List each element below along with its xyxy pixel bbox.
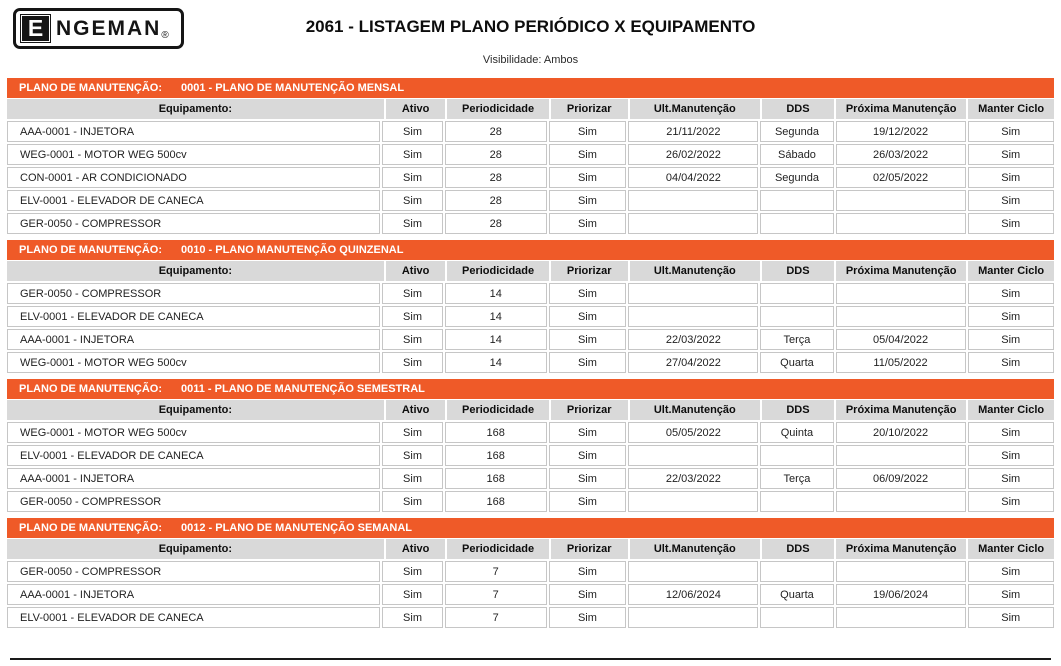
cell-ativo: Sim [382,491,443,512]
cell-ult-manutencao: 04/04/2022 [628,167,758,188]
cell-equipamento: AAA-0001 - INJETORA [7,468,380,489]
cell-dds [760,607,833,628]
cell-periodicidade: 14 [445,306,547,327]
column-header-manter-ciclo: Manter Ciclo [968,261,1054,281]
cell-ativo: Sim [382,329,443,350]
plan-section-label: PLANO DE MANUTENÇÃO: [19,82,162,94]
table-body [7,121,1054,234]
plan-name: 0011 - PLANO DE MANUTENÇÃO SEMESTRAL [181,383,425,395]
table-row [7,584,1054,605]
column-header-proxima-manutencao: Próxima Manutenção [836,539,966,559]
cell-manter-ciclo: Sim [968,468,1054,489]
plan-section-label: PLANO DE MANUTENÇÃO: [19,244,162,256]
cell-priorizar: Sim [549,468,627,489]
cell-ativo: Sim [382,468,443,489]
column-header-dds: DDS [762,400,834,420]
table-row [7,190,1054,211]
cell-periodicidade: 28 [445,121,547,142]
cell-proxima-manutencao: 02/05/2022 [836,167,966,188]
cell-priorizar: Sim [549,422,627,443]
cell-ult-manutencao [628,607,758,628]
cell-priorizar: Sim [549,584,627,605]
cell-equipamento: AAA-0001 - INJETORA [7,121,380,142]
plan-section-header [7,379,1054,399]
table-row [7,352,1054,373]
cell-priorizar: Sim [549,445,627,466]
plan-name: 0010 - PLANO MANUTENÇÃO QUINZENAL [181,244,404,256]
table-row [7,468,1054,489]
cell-periodicidade: 14 [445,352,547,373]
cell-proxima-manutencao: 19/12/2022 [836,121,966,142]
cell-periodicidade: 28 [445,167,547,188]
cell-periodicidade: 28 [445,213,547,234]
cell-manter-ciclo: Sim [968,584,1054,605]
column-header-dds: DDS [762,99,834,119]
column-header-dds: DDS [762,539,834,559]
cell-proxima-manutencao [836,607,966,628]
cell-ult-manutencao: 21/11/2022 [628,121,758,142]
cell-equipamento: ELV-0001 - ELEVADOR DE CANECA [7,445,380,466]
table-row [7,329,1054,350]
cell-priorizar: Sim [549,306,627,327]
visibility-text: Visibilidade: Ambos [482,54,579,66]
column-header-priorizar: Priorizar [551,539,628,559]
cell-manter-ciclo: Sim [968,190,1054,211]
cell-ult-manutencao: 27/04/2022 [628,352,758,373]
cell-dds: Segunda [760,167,833,188]
cell-periodicidade: 168 [445,445,547,466]
cell-proxima-manutencao: 20/10/2022 [836,422,966,443]
cell-manter-ciclo: Sim [968,561,1054,582]
cell-ativo: Sim [382,190,443,211]
column-header-manter-ciclo: Manter Ciclo [968,99,1054,119]
cell-equipamento: ELV-0001 - ELEVADOR DE CANECA [7,607,380,628]
cell-manter-ciclo: Sim [968,306,1054,327]
cell-priorizar: Sim [549,283,627,304]
column-header-ult-manutencao: Ult.Manutenção [630,539,760,559]
cell-priorizar: Sim [549,561,627,582]
cell-equipamento: GER-0050 - COMPRESSOR [7,283,380,304]
cell-manter-ciclo: Sim [968,352,1054,373]
cell-dds: Quarta [760,352,833,373]
column-header-equipamento: Equipamento: [7,539,384,559]
cell-manter-ciclo: Sim [968,607,1054,628]
column-header-equipamento: Equipamento: [7,400,384,420]
cell-ult-manutencao: 22/03/2022 [628,329,758,350]
column-header-ult-manutencao: Ult.Manutenção [630,261,760,281]
cell-manter-ciclo: Sim [968,491,1054,512]
cell-periodicidade: 28 [445,144,547,165]
column-header-equipamento: Equipamento: [7,99,384,119]
plan-name: 0012 - PLANO DE MANUTENÇÃO SEMANAL [181,522,413,534]
cell-proxima-manutencao: 06/09/2022 [836,468,966,489]
cell-periodicidade: 168 [445,422,547,443]
column-header-priorizar: Priorizar [551,99,628,119]
cell-manter-ciclo: Sim [968,121,1054,142]
cell-ult-manutencao [628,213,758,234]
table-row [7,167,1054,188]
engeman-logo [13,8,184,49]
table-row [7,306,1054,327]
cell-ult-manutencao [628,190,758,211]
cell-proxima-manutencao: 05/04/2022 [836,329,966,350]
column-header-periodicidade: Periodicidade [447,400,548,420]
cell-manter-ciclo: Sim [968,144,1054,165]
plan-section-header [7,240,1054,260]
cell-dds [760,561,833,582]
cell-dds: Segunda [760,121,833,142]
cell-equipamento: AAA-0001 - INJETORA [7,584,380,605]
cell-ativo: Sim [382,121,443,142]
column-header-ativo: Ativo [386,261,446,281]
cell-proxima-manutencao [836,445,966,466]
cell-equipamento: ELV-0001 - ELEVADOR DE CANECA [7,190,380,211]
table-row [7,422,1054,443]
column-header-proxima-manutencao: Próxima Manutenção [836,261,966,281]
plan-section [7,240,1054,373]
logo-wordmark: NGEMAN [56,16,162,40]
cell-manter-ciclo: Sim [968,329,1054,350]
cell-periodicidade: 168 [445,491,547,512]
registered-trademark-icon: ® [161,30,169,41]
cell-ult-manutencao [628,445,758,466]
cell-ativo: Sim [382,445,443,466]
cell-priorizar: Sim [549,491,627,512]
table-body [7,422,1054,512]
cell-ult-manutencao [628,306,758,327]
plan-section-header [7,518,1054,538]
column-header-manter-ciclo: Manter Ciclo [968,539,1054,559]
plan-section-header [7,78,1054,98]
cell-priorizar: Sim [549,167,627,188]
cell-priorizar: Sim [549,144,627,165]
cell-periodicidade: 28 [445,190,547,211]
cell-ativo: Sim [382,607,443,628]
table-header-row [7,261,1054,281]
cell-manter-ciclo: Sim [968,422,1054,443]
column-header-ativo: Ativo [386,99,446,119]
cell-ativo: Sim [382,584,443,605]
page-title: 2061 - LISTAGEM PLANO PERIÓDICO X EQUIPAMENTO [305,17,756,36]
cell-equipamento: GER-0050 - COMPRESSOR [7,491,380,512]
table-row [7,491,1054,512]
cell-proxima-manutencao: 11/05/2022 [836,352,966,373]
logo-e-mark: E [20,14,51,43]
cell-ult-manutencao [628,561,758,582]
cell-dds: Terça [760,329,833,350]
cell-ult-manutencao: 26/02/2022 [628,144,758,165]
plan-section [7,78,1054,234]
cell-periodicidade: 168 [445,468,547,489]
cell-equipamento: WEG-0001 - MOTOR WEG 500cv [7,352,380,373]
cell-equipamento: WEG-0001 - MOTOR WEG 500cv [7,144,380,165]
cell-equipamento: AAA-0001 - INJETORA [7,329,380,350]
cell-manter-ciclo: Sim [968,445,1054,466]
column-header-manter-ciclo: Manter Ciclo [968,400,1054,420]
cell-proxima-manutencao [836,190,966,211]
cell-ult-manutencao [628,283,758,304]
column-header-equipamento: Equipamento: [7,261,384,281]
column-header-proxima-manutencao: Próxima Manutenção [836,400,966,420]
cell-ult-manutencao: 12/06/2024 [628,584,758,605]
cell-proxima-manutencao: 19/06/2024 [836,584,966,605]
cell-ult-manutencao [628,491,758,512]
cell-ativo: Sim [382,561,443,582]
cell-dds [760,306,833,327]
table-row [7,445,1054,466]
cell-dds [760,190,833,211]
table-row [7,144,1054,165]
table-row [7,283,1054,304]
table-header-row [7,400,1054,420]
cell-dds: Quarta [760,584,833,605]
cell-priorizar: Sim [549,329,627,350]
cell-dds: Quinta [760,422,833,443]
plan-section [7,379,1054,512]
cell-equipamento: WEG-0001 - MOTOR WEG 500cv [7,422,380,443]
cell-proxima-manutencao [836,561,966,582]
cell-dds [760,213,833,234]
cell-periodicidade: 7 [445,607,547,628]
table-header-row [7,99,1054,119]
table-row [7,561,1054,582]
column-header-priorizar: Priorizar [551,261,628,281]
cell-proxima-manutencao [836,306,966,327]
cell-ativo: Sim [382,283,443,304]
table-row [7,607,1054,628]
cell-equipamento: ELV-0001 - ELEVADOR DE CANECA [7,306,380,327]
cell-priorizar: Sim [549,213,627,234]
cell-dds [760,283,833,304]
cell-manter-ciclo: Sim [968,283,1054,304]
cell-ult-manutencao: 22/03/2022 [628,468,758,489]
plan-section-label: PLANO DE MANUTENÇÃO: [19,383,162,395]
cell-ativo: Sim [382,306,443,327]
cell-ativo: Sim [382,422,443,443]
column-header-dds: DDS [762,261,834,281]
column-header-ult-manutencao: Ult.Manutenção [630,99,760,119]
column-header-priorizar: Priorizar [551,400,628,420]
table-row [7,121,1054,142]
column-header-periodicidade: Periodicidade [447,539,548,559]
cell-ativo: Sim [382,144,443,165]
plan-name: 0001 - PLANO DE MANUTENÇÃO MENSAL [181,82,405,94]
cell-dds [760,445,833,466]
cell-proxima-manutencao: 26/03/2022 [836,144,966,165]
column-header-ativo: Ativo [386,539,446,559]
cell-priorizar: Sim [549,121,627,142]
cell-priorizar: Sim [549,190,627,211]
cell-manter-ciclo: Sim [968,167,1054,188]
cell-ativo: Sim [382,167,443,188]
cell-periodicidade: 14 [445,329,547,350]
cell-priorizar: Sim [549,352,627,373]
cell-proxima-manutencao [836,213,966,234]
cell-periodicidade: 7 [445,584,547,605]
cell-proxima-manutencao [836,283,966,304]
cell-proxima-manutencao [836,491,966,512]
column-header-ult-manutencao: Ult.Manutenção [630,400,760,420]
plan-sections [7,78,1054,628]
table-header-row [7,539,1054,559]
plan-section-label: PLANO DE MANUTENÇÃO: [19,522,162,534]
cell-ativo: Sim [382,213,443,234]
cell-priorizar: Sim [549,607,627,628]
cell-equipamento: GER-0050 - COMPRESSOR [7,213,380,234]
footer-divider [10,658,1051,660]
cell-periodicidade: 14 [445,283,547,304]
column-header-ativo: Ativo [386,400,446,420]
cell-manter-ciclo: Sim [968,213,1054,234]
cell-dds: Sábado [760,144,833,165]
cell-ult-manutencao: 05/05/2022 [628,422,758,443]
column-header-proxima-manutencao: Próxima Manutenção [836,99,966,119]
cell-dds [760,491,833,512]
table-row [7,213,1054,234]
cell-dds: Terça [760,468,833,489]
plan-section [7,518,1054,628]
cell-ativo: Sim [382,352,443,373]
column-header-periodicidade: Periodicidade [447,261,548,281]
table-body [7,561,1054,628]
column-header-periodicidade: Periodicidade [447,99,548,119]
cell-equipamento: CON-0001 - AR CONDICIONADO [7,167,380,188]
cell-equipamento: GER-0050 - COMPRESSOR [7,561,380,582]
cell-periodicidade: 7 [445,561,547,582]
table-body [7,283,1054,373]
